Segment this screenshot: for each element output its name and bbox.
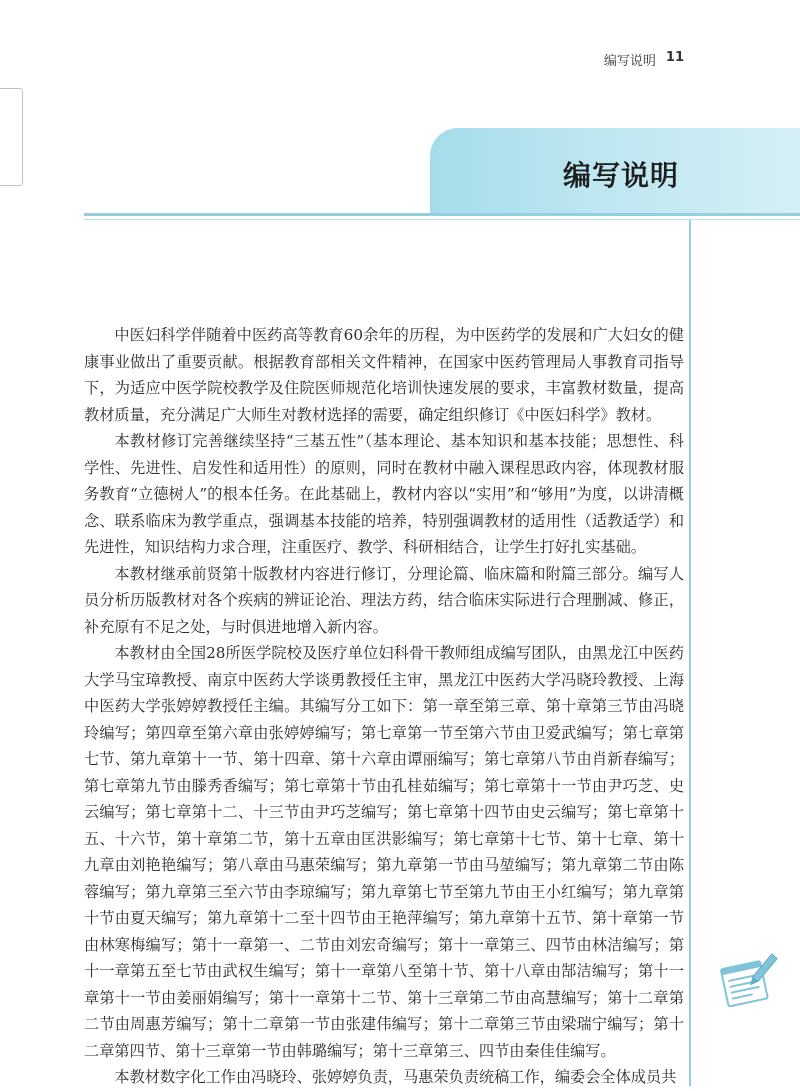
header-rule-thin (84, 219, 800, 220)
running-head-section: 编写说明 (603, 54, 656, 69)
notepad-pencil-icon (718, 950, 780, 1012)
paragraph: 本教材由全国28所医学院校及医疗单位妇科骨干教师组成编写团队，由黑龙江中医药大学马宝璋教授、南京中医药大学谈勇教授任主审，黑龙江中医药大学冯晓玲教授、上海中医药大学张婷婷教授任主编。其编写分工如下：第一章至第三章、第十章第三节由冯晓玲编写；第四章至第六章由张婷婷编写；第七章第一节至第六节由卫爱武编写；第七章第七节、第九章第十一节、第十四章、第十六章由谭丽编写；第七章第八节由肖新春编写；第七章第九节由滕秀香编写；第七章第十节由孔桂茹编写；第七章第十一节由尹巧芝、史云编写；第七章第十二、十三节由尹巧芝编写；第七章第十四节由史云编写；第七章第十五、十六节，第十章第二节，第十五章由匡洪影编写；第七章第十七节、第十七章、第十九章由刘艳艳编写；第八章由马惠荣编写；第九章第一节由马堃编写；第九章第二节由陈蓉编写；第九章第三至六节由李琼编写；第九章第七节至第九节由王小红编写；第九章第十节由夏天编写；第九章第十二至十四节由王艳萍编写；第九章第十五节、第十章第一节由林寒梅编写；第十一章第一、二节由刘宏奇编写；第十一章第三、四节由林洁编写；第十一章第五至七节由武权生编写；第十一章第八至第十节、第十八章由郜洁编写；第十一章第十一节由姜丽娟编写；第十一章第十二节、第十三章第二节由高慧编写；第十二章第二节由周惠芳编写；第十二章第一节由张建伟编写；第十二章第三节由梁瑞宁编写；第十二章第四节、第十三章第一节由韩璐编写；第十三章第三、四节由秦佳佳编写。 (84, 644, 684, 1060)
paragraph: 本教材修订完善继续坚持“三基五性”（基本理论、基本知识和基本技能；思想性、科学性、先进性、启发性和适用性）的原则，同时在教材中融入课程思政内容，体现教材服务教育“立德树人”的根本任务。在此基础上，教材内容以“实用”和“够用”为度，以讲清概念、联系临床为教学重点，强调基本技能的培养，特别强调教材的适用性（适教适学）和先进性，知识结构力求合理，注重医疗、教学、科研相结合，让学生打好扎实基础。 (84, 432, 684, 556)
title-banner (430, 128, 800, 213)
running-head (560, 50, 684, 69)
left-edge-tab (0, 88, 23, 186)
paragraph: 中医妇科学伴随着中医药高等教育60余年的历程，为中医药学的发展和广大妇女的健康事业做出了重要贡献。根据教育部相关文件精神，在国家中医药管理局人事教育司指导下，为适应中医学院校教学及住院医师规范化培训快速发展的要求，丰富教材数量，提高教材质量，充分满足广大师生对教材选择的需要，确定组织修订《中医妇科学》教材。 (84, 326, 684, 424)
paragraph: 本教材数字化工作由冯晓玲、张婷婷负责，马惠荣负责统稿工作，编委会全体成员共 (114, 1068, 677, 1086)
page-number: 11 (665, 50, 684, 65)
body-text (84, 322, 684, 1091)
header-rule (84, 213, 800, 216)
page-title: 编写说明 (563, 159, 680, 192)
margin-vertical-rule (689, 220, 691, 1086)
paragraph: 本教材继承前贤第十版教材内容进行修订，分理论篇、临床篇和附篇三部分。编写人员分析历版教材对各个疾病的辨证论治、理法方药，结合临床实际进行合理删减、修正，补充原有不足之处，与时俱进地增入新内容。 (84, 564, 684, 636)
